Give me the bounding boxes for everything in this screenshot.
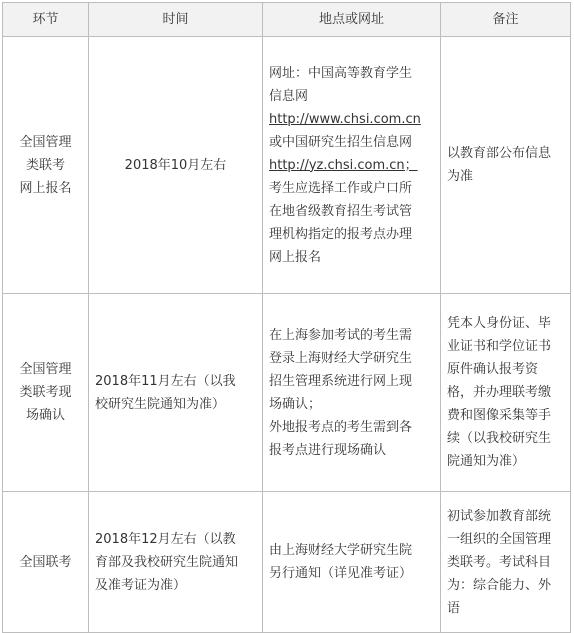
table-row bbox=[3, 294, 571, 492]
place-cell bbox=[263, 492, 441, 633]
place-line: 网址：中国高等教育学生 bbox=[269, 65, 413, 81]
note-line: 为：综合能力、外 bbox=[447, 577, 552, 593]
note-line: 原件确认报考资 bbox=[447, 362, 539, 377]
stage-line: 全国联考 bbox=[19, 554, 72, 570]
stage-line: 全国管理 bbox=[19, 362, 72, 377]
note-cell bbox=[441, 37, 571, 294]
place-cell bbox=[263, 37, 441, 294]
place-line: 招生管理系统进行网上现 bbox=[269, 373, 413, 389]
stage-line: 网上报名 bbox=[19, 180, 72, 196]
note-line: 为准 bbox=[447, 169, 474, 184]
note-line: 语 bbox=[447, 600, 461, 616]
note-line: 院通知为准） bbox=[447, 454, 526, 469]
place-line: 登录上海财经大学研究生 bbox=[269, 350, 413, 366]
note-line: 初试参加教育部统 bbox=[447, 508, 552, 524]
place-line: 场确认； bbox=[269, 396, 322, 412]
header-note: 备注 bbox=[441, 3, 571, 37]
time-line: 2018年11月左右（以我 bbox=[95, 373, 236, 389]
header-row bbox=[3, 3, 571, 37]
stage-cell bbox=[3, 294, 89, 492]
time-line: 校研究生院通知为准） bbox=[95, 396, 226, 412]
place-line: 考生应选择工作或户口所 bbox=[269, 180, 413, 196]
note-line: 费和图像采集等手 bbox=[447, 408, 552, 423]
note-line: 续（以我校研究生 bbox=[447, 431, 552, 446]
table-row bbox=[3, 37, 571, 294]
place-line: 在地省级教育招生考试管 bbox=[269, 203, 413, 219]
place-line: 在上海参加考试的考生需 bbox=[269, 327, 413, 343]
header-stage: 环节 bbox=[3, 3, 89, 37]
time-cell bbox=[89, 294, 263, 492]
place-line: 理机构指定的报考点办理 bbox=[269, 226, 413, 242]
time-line: 及准考证为准） bbox=[95, 577, 187, 593]
place-line: 报考点进行现场确认 bbox=[269, 442, 387, 458]
place-cell bbox=[263, 294, 441, 492]
stage-cell bbox=[3, 37, 89, 294]
header-place: 地点或网址 bbox=[263, 3, 441, 37]
note-line: 一组织的全国管理 bbox=[447, 531, 552, 547]
note-cell bbox=[441, 294, 571, 492]
stage-cell bbox=[3, 492, 89, 633]
table-row bbox=[3, 492, 571, 633]
place-line: 或中国研究生招生信息网 bbox=[269, 134, 413, 150]
header-time: 时间 bbox=[89, 3, 263, 37]
note-line: 类联考。考试科目 bbox=[447, 554, 552, 570]
note-line: 以教育部公布信息 bbox=[447, 146, 552, 161]
note-line: 业证书和学位证书 bbox=[447, 339, 552, 354]
yz-chsi-link[interactable]: http://yz.chsi.com.cn； bbox=[269, 157, 418, 173]
stage-line: 类联考现 bbox=[19, 385, 72, 400]
note-cell bbox=[441, 492, 571, 633]
chsi-link[interactable]: http://www.chsi.com.cn bbox=[269, 111, 421, 127]
time-line: 2018年10月左右 bbox=[124, 157, 227, 173]
stage-line: 场确认 bbox=[25, 408, 65, 423]
time-line: 2018年12月左右（以教 bbox=[95, 531, 236, 547]
note-line: 格，并办理联考缴 bbox=[447, 385, 552, 400]
stage-line: 类联考 bbox=[25, 157, 65, 173]
time-cell bbox=[89, 37, 263, 294]
note-line: 凭本人身份证、毕 bbox=[447, 316, 552, 331]
place-line: 外地报考点的考生需到各 bbox=[269, 419, 413, 435]
time-cell bbox=[89, 492, 263, 633]
schedule-table bbox=[2, 2, 571, 633]
time-line: 育部及我校研究生院通知 bbox=[95, 554, 239, 570]
place-line: 由上海财经大学研究生院 bbox=[269, 543, 413, 558]
stage-line: 全国管理 bbox=[19, 134, 72, 150]
place-line: 另行通知（详见准考证） bbox=[269, 566, 413, 581]
place-line: 信息网 bbox=[269, 88, 309, 104]
place-line: 网上报名 bbox=[269, 249, 322, 265]
